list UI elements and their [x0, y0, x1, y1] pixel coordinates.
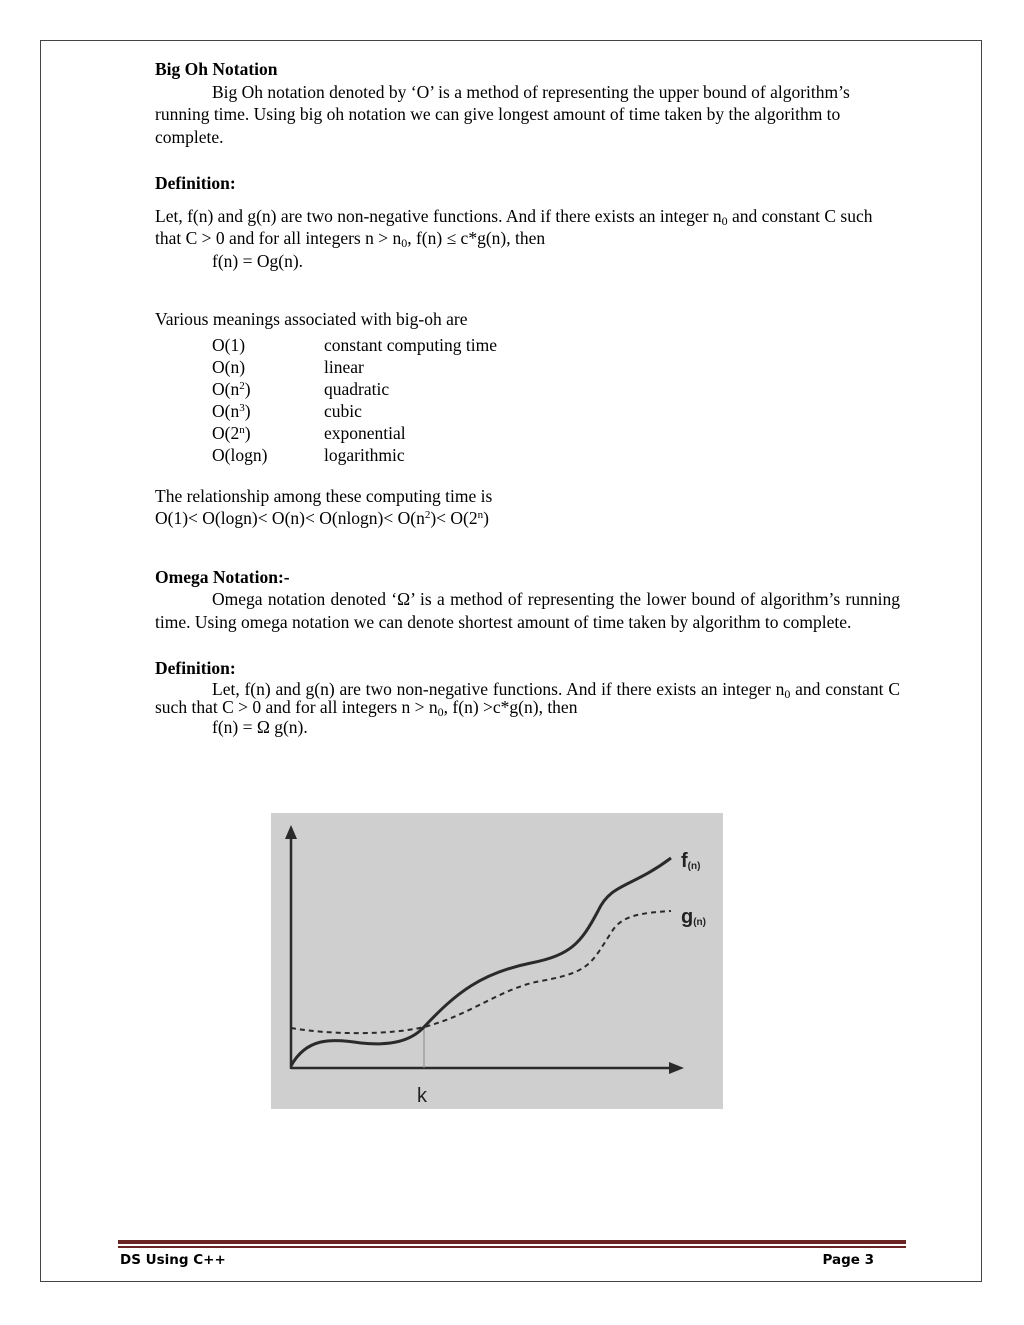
f-curve — [291, 858, 671, 1066]
bigoh-heading: Big Oh Notation — [155, 59, 278, 79]
meaning-notation: O(2$^n$) — [212, 422, 251, 443]
f-label: f(n) — [681, 850, 701, 872]
meaning-description: quadratic — [324, 378, 390, 399]
footer-title: DS Using C++ — [120, 1252, 226, 1268]
meaning-row — [212, 422, 497, 444]
meaning-notation: O(n) — [212, 356, 246, 377]
g-curve — [291, 911, 671, 1033]
bigoh-definition-result: f(n) = Og(n). — [212, 250, 304, 271]
bigoh-definition-heading: Definition: — [155, 173, 236, 193]
omega-paragraph: Omega notation denoted ‘Ω’ is a method of representing the lower bound of algorithm’s running time. Using omega notation we can denote shortest amount of time taken by algorithm to complete. — [155, 589, 900, 632]
meaning-notation: $O(n^3)$ — [212, 400, 251, 421]
relationship-expression: $O(1)< O(\log n)< O(n)< O(nlogn)< O(n^2)< O(2^n)$ — [155, 508, 489, 528]
y-axis-arrow — [285, 825, 297, 839]
omega-definition-result: f(n) = Ω g(n). — [212, 716, 308, 737]
meaning-description: exponential — [324, 422, 406, 443]
omega-definition-heading: Definition: — [155, 658, 236, 678]
footer-rule-thin — [118, 1246, 906, 1248]
k-label: k — [417, 1085, 427, 1107]
g-label: g(n) — [681, 906, 706, 928]
meanings-intro: Various meanings associated with big-oh are — [155, 309, 468, 329]
omega-definition-text: Let, f(n) and g(n) are two non-negative functions. And if there exists an integer $n_0$ and constant C such that C > 0 and for all integers $n > n_0$, f(n) >c*g(n), then — [155, 678, 900, 719]
meaning-description: cubic — [324, 400, 362, 421]
meaning-description: constant computing time — [324, 334, 498, 355]
omega-heading: Omega Notation:- — [155, 566, 290, 587]
meanings-table — [212, 334, 497, 466]
meaning-row — [212, 400, 497, 422]
meaning-row — [212, 378, 497, 400]
bigoh-paragraph: Big Oh notation denoted by ‘O’ is a method of representing the upper bound of algorithm’s running time. Using big oh notation we can give longest amount of time taken by the algorithm to complete. — [155, 81, 850, 147]
page-number: Page 3 — [822, 1252, 874, 1268]
bigoh-definition-text: Let, f(n) and g(n) are two non-negative functions. And if there exists an integer $n_0$ and constant C such that C > 0 and for all integers $n > n_0$, f(n) ≤ c*g(n), then — [155, 205, 873, 250]
meaning-row — [212, 356, 497, 378]
page-content — [155, 58, 900, 738]
x-axis-arrow — [669, 1062, 684, 1074]
meaning-row — [212, 334, 497, 356]
meaning-notation: $O(n^2)$ — [212, 378, 251, 399]
footer-rule-thick — [118, 1240, 906, 1244]
meaning-description: linear — [324, 356, 364, 377]
relationship-intro: The relationship among these computing time is — [155, 485, 493, 506]
omega-graph — [271, 813, 723, 1109]
omega-graph-figure — [271, 813, 723, 1109]
meaning-notation: O(1) — [212, 334, 246, 355]
meaning-description: logarithmic — [324, 444, 405, 465]
meaning-row — [212, 444, 497, 466]
meaning-notation: O(logn) — [212, 444, 268, 465]
